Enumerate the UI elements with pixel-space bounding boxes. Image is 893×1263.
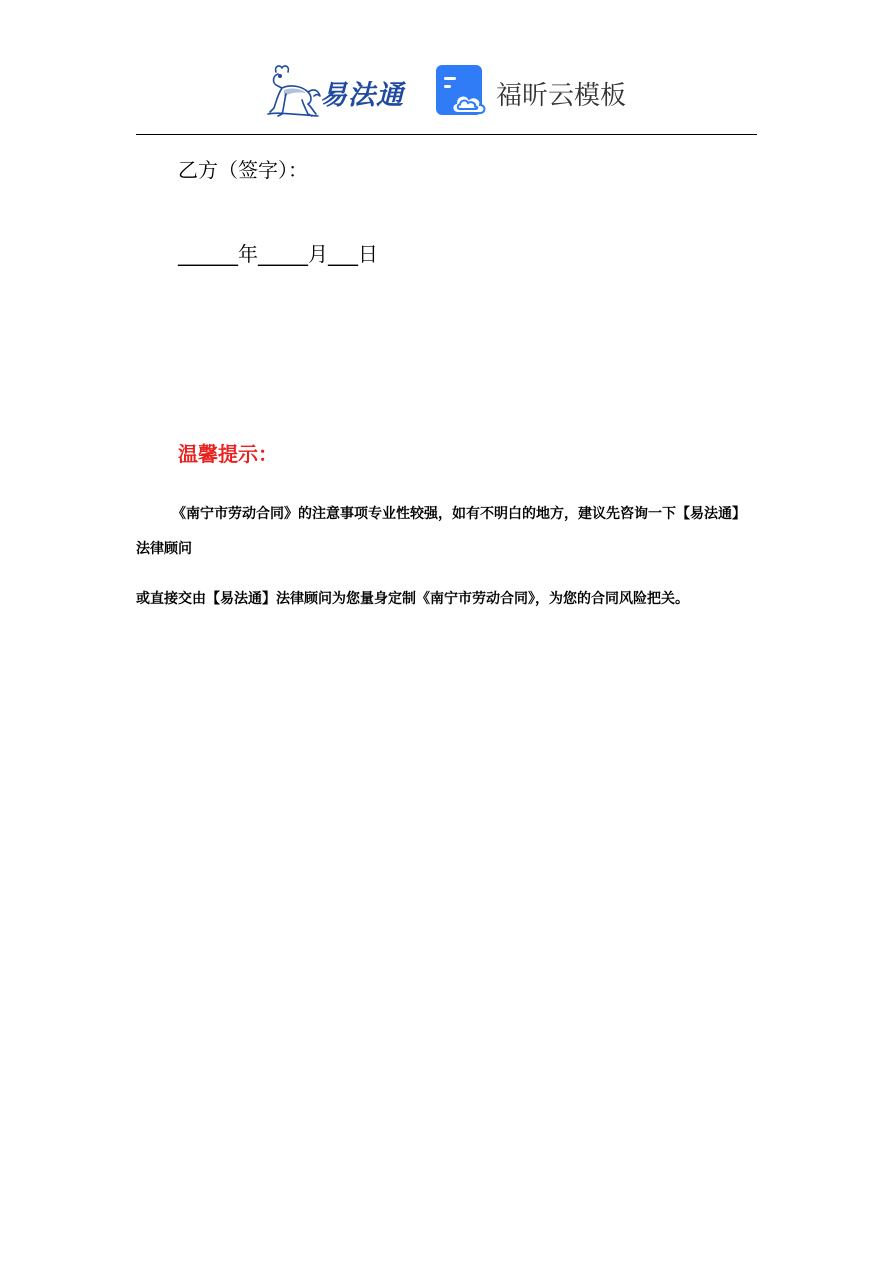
- qilin-mascot-icon: [262, 62, 322, 120]
- signature-date-line: ______年_____月___日: [178, 242, 378, 266]
- yifatong-logo-text: 易法通: [320, 80, 404, 111]
- tips-paragraph-1: 《南宁市劳动合同》的注意事项专业性较强，如有不明白的地方，建议先咨询一下【易法通】法律顾问: [136, 506, 746, 557]
- fuxin-cloud-template-logo: [436, 65, 636, 119]
- fuxin-logo-text: 福昕云模板: [496, 81, 627, 111]
- party-b-signature-label: 乙方（签字）：: [178, 158, 308, 182]
- tips-paragraph-2: 或直接交由【易法通】法律顾问为您量身定制《南宁市劳动合同》，为您的合同风险把关。: [136, 591, 689, 607]
- yifatong-logo: [262, 62, 414, 120]
- warm-tips-title: 温馨提示：: [178, 442, 278, 466]
- page-header: [0, 60, 893, 122]
- cloud-document-icon: [436, 65, 488, 117]
- header-divider: [136, 134, 757, 135]
